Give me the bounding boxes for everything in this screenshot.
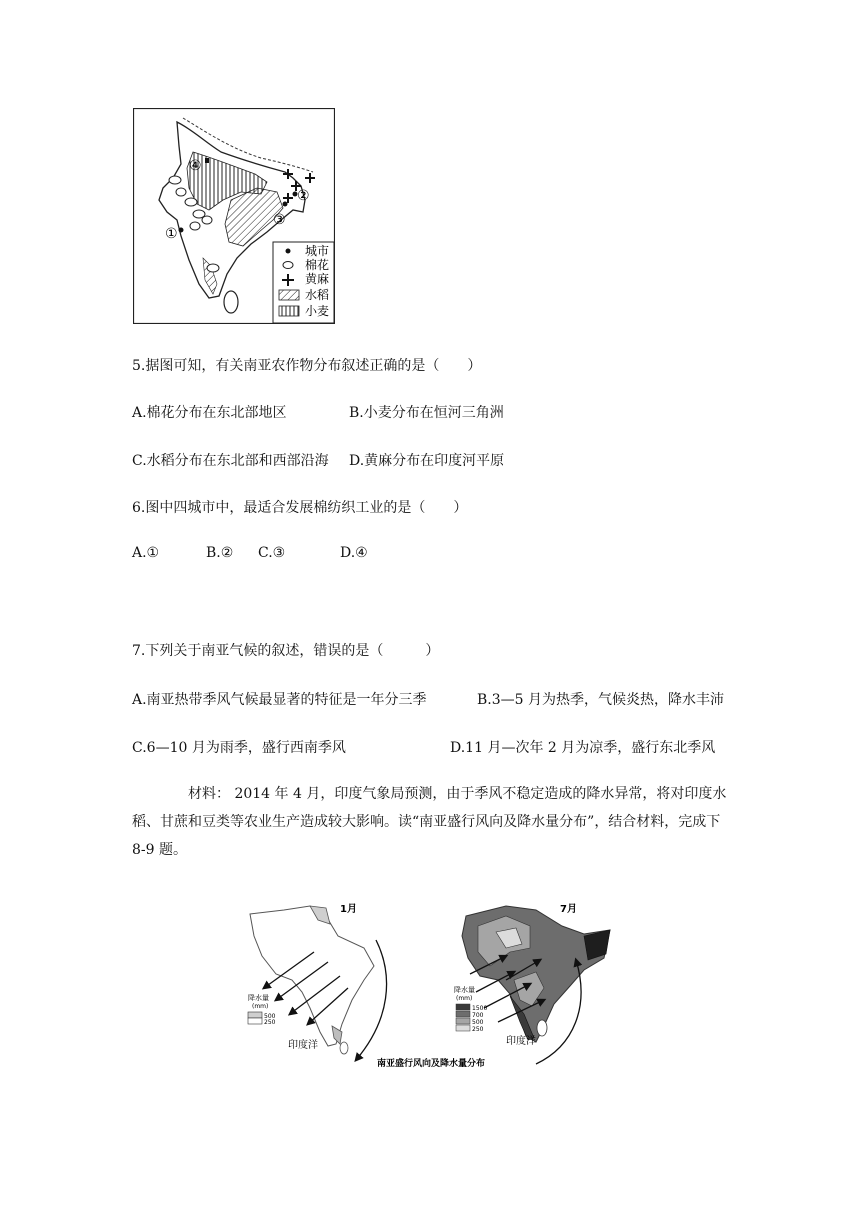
svg-text:250: 250 — [472, 1026, 484, 1033]
july-map — [454, 902, 610, 1064]
svg-text:250: 250 — [264, 1019, 276, 1026]
q5-option-d: D.黄麻分布在印度河平原 — [349, 453, 505, 469]
january-map — [248, 902, 387, 1060]
q6-option-a: A.① — [132, 545, 160, 561]
q7-option-b: B.3—5 月为热季，气候炎热，降水丰沛 — [477, 692, 725, 708]
legend-label: 棉花 — [305, 258, 330, 272]
q6-option-c: C.③ — [258, 545, 286, 561]
q6-option-b: B.② — [206, 545, 234, 561]
q6-stem: 6.图中四城市中，最适合发展棉纺织工业的是（ ） — [132, 500, 468, 516]
q5-stem: 5.据图可知，有关南亚农作物分布叙述正确的是（ ） — [132, 358, 482, 374]
map1-legend — [273, 242, 334, 323]
figure-caption: 南亚盛行风向及降水量分布 — [376, 1059, 486, 1069]
jul-month-label: 7月 — [560, 904, 577, 915]
city-dot-icon — [286, 249, 291, 254]
q5-option-a: A.棉花分布在东北部地区 — [132, 405, 287, 421]
monsoon-precipitation-figure — [244, 896, 618, 1072]
marker-1: ① — [165, 226, 178, 242]
wheat-stripes-icon — [279, 306, 299, 316]
svg-text:500: 500 — [472, 1019, 484, 1026]
jul-ocean-label: 印度洋 — [506, 1036, 536, 1047]
svg-text:700: 700 — [472, 1012, 484, 1019]
legend-label: 水稻 — [305, 288, 330, 302]
rice-hatch-icon — [279, 290, 299, 300]
q6-option-d: D.④ — [340, 545, 368, 561]
jan-legend-title: 降水量 — [248, 994, 269, 1002]
sri-lanka-outline — [224, 291, 238, 313]
crop-distribution-map — [133, 108, 335, 324]
material-paragraph: 材料： 2014 年 4 月，印度气象局预测，由于季风不稳定造成的降水异常，将对印度水稻、甘蔗和豆类等农业生产造成较大影响。读“南亚盛行风向及降水量分布”，结合材料，完成下 8-9 题。 — [132, 786, 727, 858]
jul-legend-unit: (mm) — [456, 995, 473, 1002]
marker-3: ③ — [273, 212, 286, 228]
q7-stem: 7.下列关于南亚气候的叙述，错误的是（ ） — [132, 643, 440, 659]
jan-legend-unit: (mm) — [252, 1003, 269, 1010]
marker-2: ② — [297, 188, 310, 204]
legend-label: 黄麻 — [305, 272, 330, 286]
legend-label: 城市 — [305, 244, 330, 258]
q5-option-b: B.小麦分布在恒河三角洲 — [349, 405, 504, 421]
q7-option-a: A.南亚热带季风气候最显著的特征是一年分三季 — [132, 692, 427, 708]
cotton-ellipse-icon — [283, 262, 293, 269]
svg-text:1500: 1500 — [472, 1005, 488, 1012]
jan-ocean-label: 印度洋 — [288, 1040, 318, 1051]
q7-option-c: C.6—10 月为雨季，盛行西南季风 — [132, 740, 346, 756]
legend-label: 小麦 — [305, 304, 330, 318]
jan-month-label: 1月 — [340, 904, 357, 915]
q7-option-d: D.11 月—次年 2 月为凉季，盛行东北季风 — [450, 740, 716, 756]
svg-text:500: 500 — [264, 1013, 276, 1020]
jul-legend-title: 降水量 — [454, 986, 475, 994]
q5-option-c: C.水稻分布在东北部和西部沿海 — [132, 453, 329, 469]
marker-4: ④ — [189, 158, 202, 174]
